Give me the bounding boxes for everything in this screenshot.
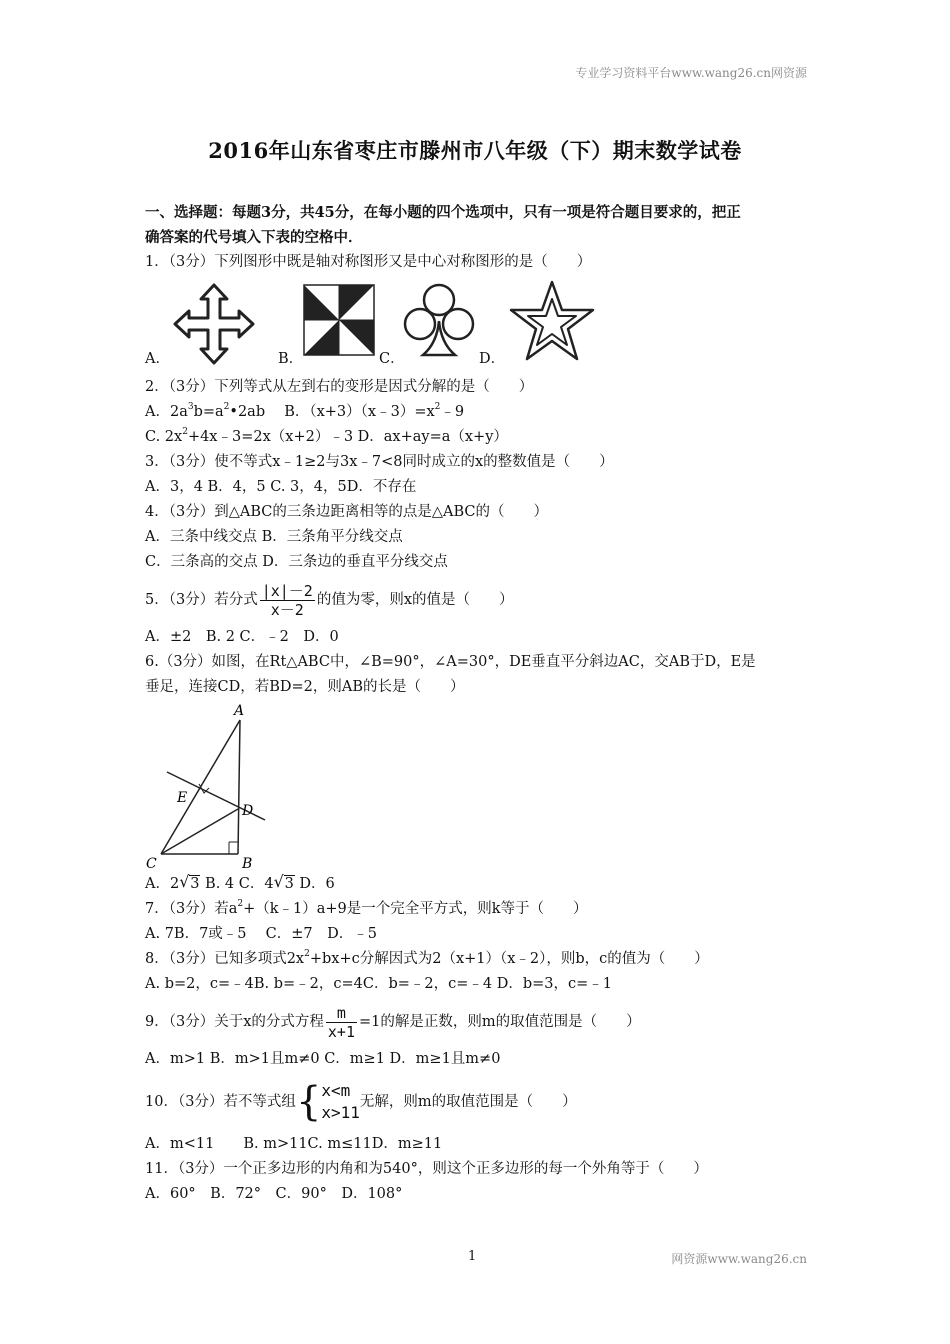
q2-a-sup2: 2 xyxy=(223,402,230,412)
q8-post: +bx+c分解因式为2（x+1）（x﹣2），则b，c的值为（ ） xyxy=(309,951,709,967)
q6-sqrt-2: √ 3 xyxy=(273,872,294,892)
q9-stem xyxy=(145,997,810,1047)
q8-stem xyxy=(145,947,810,972)
q2-options-cd xyxy=(145,425,810,450)
q10-ineq1: x<m xyxy=(321,1081,351,1100)
q7-sup: 2 xyxy=(237,899,244,909)
q5-frac-num: |x|－2 xyxy=(261,581,313,600)
q6-options xyxy=(145,872,810,897)
q9-options: A．m>1 B．m>1且m≠0 C．m≥1 D．m≥1且m≠0 xyxy=(145,1051,501,1067)
q1-option-c[interactable]: C． xyxy=(379,351,405,367)
q6-label-e: E xyxy=(177,790,188,806)
q2-a-sup1: 3 xyxy=(187,402,194,412)
q6-figure xyxy=(145,700,810,872)
q10-post: 无解，则m的取值范围是（ ） xyxy=(359,1094,577,1110)
question-content xyxy=(145,200,810,1207)
section-heading-line1: 一、选择题：每题3分，共45分，在每小题的四个选项中，只有一项是符合题目要求的，把正 xyxy=(145,204,741,221)
q7-pre: 7．（3分）若a xyxy=(145,901,238,917)
q2-stem: 2．（3分）下列等式从左到右的变形是因式分解的是（ ） xyxy=(145,379,534,395)
club-icon xyxy=(401,281,477,361)
q3-options: A．3，4 B．4，5 C. 3，4，5D．不存在 xyxy=(145,479,417,495)
q2-c-pre: C. 2x xyxy=(145,429,183,445)
q8-pre: 8．（3分）已知多项式2x xyxy=(145,951,305,967)
q9-frac-den: x+1 xyxy=(327,1022,355,1041)
q11-stem: 11．（3分）一个正多边形的内角和为540°，则这个正多边形的每一个外角等于（ ） xyxy=(145,1161,708,1177)
q2-c-post: +4x﹣3=2x（x+2）﹣3 D．ax+ay=a（x+y） xyxy=(187,429,508,445)
q7-stem xyxy=(145,897,810,922)
q5-post: 的值为零，则x的值是（ ） xyxy=(316,592,514,608)
q6-opt-d: D．6 xyxy=(294,876,335,892)
footer-site[interactable]: 网资源www.wang26.cn xyxy=(671,1252,807,1266)
q3-stem: 3．（3分）使不等式x﹣1≥2与3x﹣7<8同时成立的x的整数值是（ ） xyxy=(145,454,614,470)
q6-rad1: 3 xyxy=(190,876,200,892)
header-site[interactable]: 专业学习资料平台www.wang26.cn网资源 xyxy=(575,66,807,80)
q9-frac-num: m xyxy=(326,1004,357,1023)
q2-a-sup3: 2 xyxy=(434,402,441,412)
q2-a-pre: A．2a xyxy=(145,404,188,420)
q5-fraction xyxy=(260,582,315,619)
q6-label-d: D xyxy=(242,803,254,819)
q4-stem: 4．（3分）到△ABC的三条边距离相等的点是△ABC的（ ） xyxy=(145,504,548,520)
q2-c-sup: 2 xyxy=(182,427,188,437)
q4-options-2: C．三条高的交点 D．三条边的垂直平分线交点 xyxy=(145,554,448,570)
q4-options-1: A．三条中线交点 B．三条角平分线交点 xyxy=(145,529,403,545)
q9-pre: 9．（3分）关于x的分式方程 xyxy=(145,1014,324,1030)
q6-rad2: 3 xyxy=(284,876,294,892)
q6-label-a: A xyxy=(234,703,245,719)
q10-stem xyxy=(145,1072,810,1132)
q6-sqrt-1: √ 3 xyxy=(179,872,200,892)
q5-stem xyxy=(145,575,810,625)
section-heading-line2: 确答案的代号填入下表的空格中． xyxy=(145,229,363,246)
q9-post: =1的解是正数，则m的取值范围是（ ） xyxy=(358,1014,641,1030)
q10-pre: 10．（3分）若不等式组 xyxy=(145,1094,296,1110)
q1-option-d[interactable]: D． xyxy=(479,351,506,367)
q2-a-end: ﹣9 xyxy=(440,404,465,420)
star-icon xyxy=(508,279,596,363)
q2-a-post: •2ab B．（x+3）（x﹣3）=x xyxy=(229,404,435,420)
q6-label-c: C xyxy=(146,856,157,872)
q1-option-b[interactable]: B． xyxy=(278,351,304,367)
q10-inequality-system: { x<m x>11 xyxy=(295,1079,360,1125)
q6-opt-b: B. 4 C．4 xyxy=(200,876,274,892)
q11-options: A．60° B．72° C．90° D．108° xyxy=(145,1186,403,1202)
q6-line2: 垂足，连接CD，若BD=2，则AB的长是（ ） xyxy=(145,679,465,695)
q6-label-b: B xyxy=(242,856,253,872)
q6-opt-a: A．2 xyxy=(145,876,180,892)
q2-a-mid: b=a xyxy=(193,404,224,420)
q5-frac-den: x－2 xyxy=(270,600,304,619)
q10-options: A．m<11 B. m>11C. m≤11D．m≥11 xyxy=(145,1136,443,1152)
q8-sup: 2 xyxy=(304,949,310,959)
q1-stem: 1．（3分）下列图形中既是轴对称图形又是中心对称图形的是（ ） xyxy=(145,254,592,270)
q9-fraction xyxy=(326,1004,357,1041)
page-number: 1 xyxy=(468,1249,477,1264)
q8-options: A. b=2，c=﹣4B. b=﹣2，c=4C．b=﹣2，c=﹣4 D．b=3，c=﹣1 xyxy=(145,976,613,992)
q1-option-a[interactable]: A． xyxy=(145,351,170,367)
q6-line1: 6.（3分）如图，在Rt△ABC中，∠B=90°，∠A=30°，DE垂直平分斜边AC，交AB于D，E是 xyxy=(145,654,756,670)
q5-pre: 5．（3分）若分式 xyxy=(145,592,258,608)
page-title: 2016年山东省枣庄市滕州市八年级（下）期末数学试卷 xyxy=(208,138,742,163)
q10-ineq2: x>11 xyxy=(321,1103,360,1122)
q1-options xyxy=(145,275,810,375)
q5-options: A．±2 B. 2 C．﹣2 D．0 xyxy=(145,629,339,645)
four-arrow-cross-icon xyxy=(173,283,255,365)
q2-options-ab xyxy=(145,400,810,425)
q7-post: +（k﹣1）a+9是一个完全平方式，则k等于（ ） xyxy=(243,901,588,917)
q7-options: A. 7B．7或﹣5 C．±7 D．﹣5 xyxy=(145,926,377,942)
pinwheel-icon xyxy=(302,283,376,357)
q6-triangle-figure xyxy=(145,702,285,872)
